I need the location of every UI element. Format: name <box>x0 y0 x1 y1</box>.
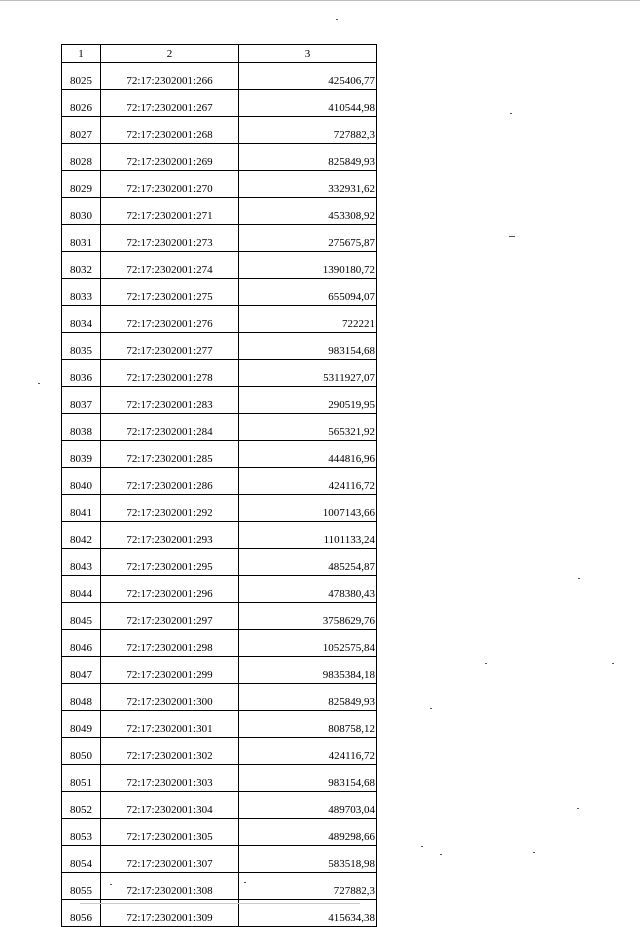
row-number-cell: 8032 <box>62 252 101 279</box>
table-row <box>62 144 377 171</box>
table-row <box>62 765 377 792</box>
row-number-cell: 8033 <box>62 279 101 306</box>
cadastral-value-cell: 332931,62 <box>239 171 377 198</box>
table-row <box>62 495 377 522</box>
table-row <box>62 576 377 603</box>
row-number-cell: 8051 <box>62 765 101 792</box>
table-row <box>62 819 377 846</box>
scan-speck <box>430 708 432 709</box>
scan-speck <box>421 846 423 847</box>
cadastral-number-cell: 72:17:2302001:285 <box>101 441 239 468</box>
table-row <box>62 630 377 657</box>
cadastral-number-cell: 72:17:2302001:284 <box>101 414 239 441</box>
table-row <box>62 333 377 360</box>
cadastral-number-cell: 72:17:2302001:293 <box>101 522 239 549</box>
table-row <box>62 846 377 873</box>
cadastral-value-cell: 424116,72 <box>239 468 377 495</box>
table-row <box>62 738 377 765</box>
cadastral-value-cell: 825849,93 <box>239 684 377 711</box>
cadastral-number-cell: 72:17:2302001:298 <box>101 630 239 657</box>
table-row <box>62 468 377 495</box>
cadastral-number-cell: 72:17:2302001:274 <box>101 252 239 279</box>
row-number-cell: 8052 <box>62 792 101 819</box>
cadastral-value-cell: 727882,3 <box>239 873 377 900</box>
scan-speck <box>509 236 515 237</box>
cadastral-number-cell: 72:17:2302001:304 <box>101 792 239 819</box>
row-number-cell: 8056 <box>62 900 101 927</box>
cadastral-value-cell: 5311927,07 <box>239 360 377 387</box>
row-number-cell: 8030 <box>62 198 101 225</box>
table-row <box>62 306 377 333</box>
row-number-cell: 8049 <box>62 711 101 738</box>
cadastral-number-cell: 72:17:2302001:295 <box>101 549 239 576</box>
table-row <box>62 90 377 117</box>
table-row <box>62 252 377 279</box>
column-header-1: 1 <box>62 45 101 63</box>
scan-speck <box>612 663 614 664</box>
row-number-cell: 8027 <box>62 117 101 144</box>
row-number-cell: 8029 <box>62 171 101 198</box>
cadastral-value-cell: 453308,92 <box>239 198 377 225</box>
cadastral-value-cell: 410544,98 <box>239 90 377 117</box>
table-row <box>62 873 377 900</box>
cadastral-number-cell: 72:17:2302001:296 <box>101 576 239 603</box>
cadastral-value-cell: 722221 <box>239 306 377 333</box>
row-number-cell: 8045 <box>62 603 101 630</box>
scan-speck <box>244 882 246 883</box>
cadastral-value-cell: 983154,68 <box>239 333 377 360</box>
table-row <box>62 684 377 711</box>
row-number-cell: 8040 <box>62 468 101 495</box>
table-row <box>62 441 377 468</box>
table-row <box>62 522 377 549</box>
cadastral-number-cell: 72:17:2302001:270 <box>101 171 239 198</box>
cadastral-value-cell: 808758,12 <box>239 711 377 738</box>
page-bottom-edge-line <box>80 903 360 904</box>
cadastral-number-cell: 72:17:2302001:300 <box>101 684 239 711</box>
row-number-cell: 8050 <box>62 738 101 765</box>
cadastral-number-cell: 72:17:2302001:307 <box>101 846 239 873</box>
cadastral-value-cell: 424116,72 <box>239 738 377 765</box>
table-row <box>62 603 377 630</box>
cadastral-value-cell: 983154,68 <box>239 765 377 792</box>
cadastral-number-cell: 72:17:2302001:275 <box>101 279 239 306</box>
scan-speck <box>38 383 40 384</box>
table-row <box>62 711 377 738</box>
cadastral-value-cell: 825849,93 <box>239 144 377 171</box>
cadastral-number-cell: 72:17:2302001:273 <box>101 225 239 252</box>
cadastral-value-cell: 1101133,24 <box>239 522 377 549</box>
column-header-2: 2 <box>101 45 239 63</box>
cadastral-value-cell: 583518,98 <box>239 846 377 873</box>
cadastral-number-cell: 72:17:2302001:266 <box>101 63 239 90</box>
cadastral-number-cell: 72:17:2302001:292 <box>101 495 239 522</box>
row-number-cell: 8026 <box>62 90 101 117</box>
cadastral-value-cell: 9835384,18 <box>239 657 377 684</box>
cadastral-number-cell: 72:17:2302001:271 <box>101 198 239 225</box>
cadastral-value-cell: 3758629,76 <box>239 603 377 630</box>
cadastral-number-cell: 72:17:2302001:278 <box>101 360 239 387</box>
cadastral-value-cell: 1390180,72 <box>239 252 377 279</box>
cadastral-number-cell: 72:17:2302001:277 <box>101 333 239 360</box>
row-number-cell: 8037 <box>62 387 101 414</box>
cadastral-value-cell: 478380,43 <box>239 576 377 603</box>
cadastral-value-cell: 290519,95 <box>239 387 377 414</box>
cadastral-value-cell: 565321,92 <box>239 414 377 441</box>
row-number-cell: 8042 <box>62 522 101 549</box>
table-row <box>62 657 377 684</box>
cadastral-number-cell: 72:17:2302001:269 <box>101 144 239 171</box>
cadastral-value-cell: 415634,38 <box>239 900 377 927</box>
table-row <box>62 549 377 576</box>
row-number-cell: 8054 <box>62 846 101 873</box>
row-number-cell: 8025 <box>62 63 101 90</box>
cadastral-value-cell: 655094,07 <box>239 279 377 306</box>
table-row <box>62 63 377 90</box>
cadastral-number-cell: 72:17:2302001:283 <box>101 387 239 414</box>
row-number-cell: 8047 <box>62 657 101 684</box>
cadastral-number-cell: 72:17:2302001:299 <box>101 657 239 684</box>
table-row <box>62 279 377 306</box>
table-row <box>62 171 377 198</box>
row-number-cell: 8044 <box>62 576 101 603</box>
table-row <box>62 225 377 252</box>
table-row <box>62 360 377 387</box>
table-row <box>62 387 377 414</box>
cadastral-value-cell: 485254,87 <box>239 549 377 576</box>
table-row <box>62 117 377 144</box>
page-top-edge-line <box>0 0 640 1</box>
scan-speck <box>578 578 580 579</box>
scan-speck <box>110 884 112 885</box>
row-number-cell: 8041 <box>62 495 101 522</box>
cadastral-value-cell: 727882,3 <box>239 117 377 144</box>
row-number-cell: 8055 <box>62 873 101 900</box>
table-header-row <box>62 45 377 63</box>
row-number-cell: 8043 <box>62 549 101 576</box>
cadastral-value-cell: 444816,96 <box>239 441 377 468</box>
row-number-cell: 8031 <box>62 225 101 252</box>
row-number-cell: 8036 <box>62 360 101 387</box>
cadastral-value-cell: 1052575,84 <box>239 630 377 657</box>
cadastral-number-cell: 72:17:2302001:297 <box>101 603 239 630</box>
cadastral-number-cell: 72:17:2302001:309 <box>101 900 239 927</box>
scan-speck <box>485 663 487 664</box>
scan-speck <box>510 113 512 114</box>
column-header-3: 3 <box>239 45 377 63</box>
scan-speck <box>533 852 535 853</box>
row-number-cell: 8048 <box>62 684 101 711</box>
scan-speck <box>336 19 338 20</box>
cadastral-value-cell: 489298,66 <box>239 819 377 846</box>
cadastral-number-cell: 72:17:2302001:303 <box>101 765 239 792</box>
cadastral-number-cell: 72:17:2302001:308 <box>101 873 239 900</box>
row-number-cell: 8035 <box>62 333 101 360</box>
cadastral-number-cell: 72:17:2302001:286 <box>101 468 239 495</box>
row-number-cell: 8028 <box>62 144 101 171</box>
row-number-cell: 8039 <box>62 441 101 468</box>
cadastral-value-cell: 275675,87 <box>239 225 377 252</box>
cadastral-value-cell: 425406,77 <box>239 63 377 90</box>
cadastral-number-cell: 72:17:2302001:276 <box>101 306 239 333</box>
cadastral-number-cell: 72:17:2302001:301 <box>101 711 239 738</box>
scan-speck <box>577 808 579 809</box>
table-row <box>62 414 377 441</box>
cadastral-number-cell: 72:17:2302001:267 <box>101 90 239 117</box>
row-number-cell: 8053 <box>62 819 101 846</box>
row-number-cell: 8034 <box>62 306 101 333</box>
row-number-cell: 8038 <box>62 414 101 441</box>
cadastral-value-cell: 1007143,66 <box>239 495 377 522</box>
cadastral-number-cell: 72:17:2302001:268 <box>101 117 239 144</box>
cadastral-value-cell: 489703,04 <box>239 792 377 819</box>
cadastral-number-cell: 72:17:2302001:302 <box>101 738 239 765</box>
scan-speck <box>440 854 442 855</box>
table-row <box>62 198 377 225</box>
table-row <box>62 792 377 819</box>
row-number-cell: 8046 <box>62 630 101 657</box>
cadastral-value-table <box>61 44 377 927</box>
cadastral-number-cell: 72:17:2302001:305 <box>101 819 239 846</box>
